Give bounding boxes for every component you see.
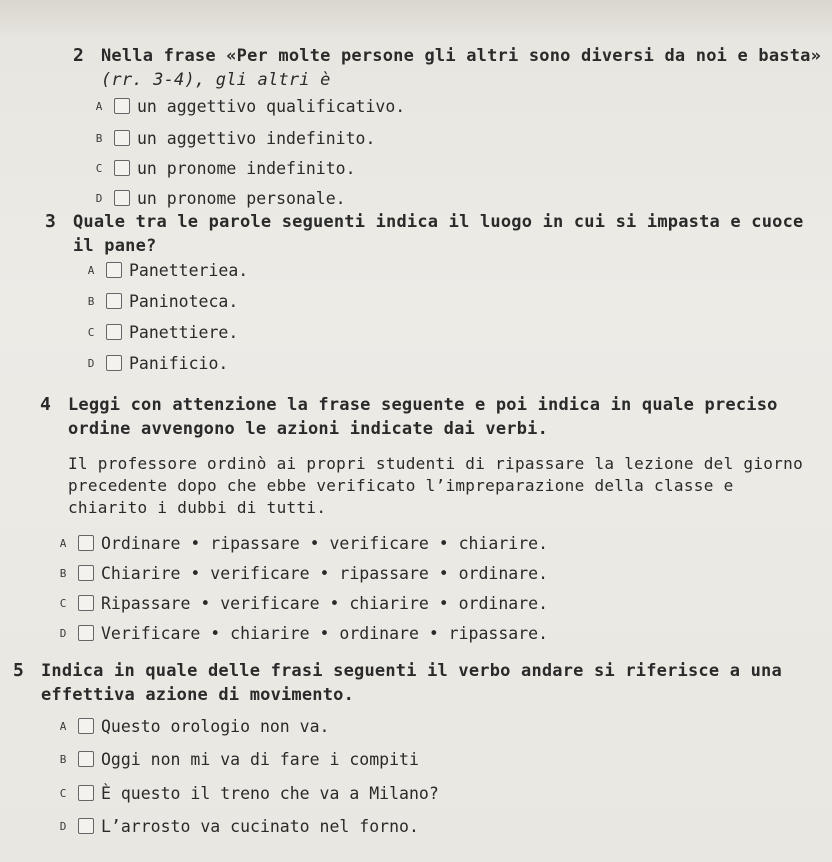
checkbox[interactable] [78, 718, 94, 734]
question-3-prompt [45, 210, 804, 258]
option-4b[interactable] [56, 561, 548, 585]
option-3d[interactable] [84, 351, 228, 375]
checkbox[interactable] [106, 293, 122, 309]
checkbox[interactable] [78, 785, 94, 801]
checkbox[interactable] [106, 324, 122, 340]
checkbox[interactable] [114, 98, 130, 114]
option-letter: A [59, 719, 67, 733]
option-letter: C [87, 325, 95, 339]
option-letter: A [87, 263, 95, 277]
option-2c[interactable] [92, 156, 356, 180]
option-label: Paninoteca. [129, 291, 239, 311]
question-number: 2 [73, 45, 85, 66]
option-label: un pronome indefinito. [137, 158, 356, 178]
option-label: Ordinare • ripassare • verificare • chiarire. [101, 533, 549, 553]
checkbox[interactable] [78, 595, 94, 611]
option-letter: C [59, 596, 67, 610]
option-letter: B [59, 752, 67, 766]
checkbox[interactable] [78, 565, 94, 581]
option-3b[interactable] [84, 289, 238, 313]
question-number: 3 [45, 211, 57, 232]
question-number: 4 [40, 394, 52, 415]
option-letter: C [59, 786, 67, 800]
passage-line: chiarito i dubbi di tutti. [68, 498, 327, 517]
option-5a[interactable] [56, 714, 329, 738]
option-label: Ripassare • verificare • chiarire • ordinare. [101, 593, 549, 613]
question-prompt-line: Leggi con attenzione la frase seguente e poi indica in quale preciso [68, 395, 778, 415]
question-number: 5 [13, 660, 25, 681]
option-letter: B [87, 294, 95, 308]
question-prompt-line: il pane? [73, 236, 157, 256]
option-label: È questo il treno che va a Milano? [101, 783, 439, 803]
option-label: Panettiere. [129, 322, 239, 342]
option-5b[interactable] [56, 747, 419, 771]
option-letter: D [59, 626, 67, 640]
checkbox[interactable] [78, 751, 94, 767]
checkbox[interactable] [106, 355, 122, 371]
option-letter: D [59, 819, 67, 833]
option-label: L’arrosto va cucinato nel forno. [101, 816, 419, 836]
option-2a[interactable] [92, 94, 405, 118]
question-prompt-line: ordine avvengono le azioni indicate dai verbi. [68, 419, 549, 439]
option-label: Oggi non mi va di fare i compiti [101, 749, 419, 769]
question-4-prompt [40, 393, 778, 441]
checkbox[interactable] [78, 535, 94, 551]
option-letter: D [87, 356, 95, 370]
option-label: Questo orologio non va. [101, 716, 330, 736]
checkbox[interactable] [114, 130, 130, 146]
checkbox[interactable] [114, 160, 130, 176]
question-4-passage [68, 453, 803, 519]
option-label: Verificare • chiarire • ordinare • ripassare. [101, 623, 549, 643]
option-letter: B [95, 131, 103, 145]
checkbox[interactable] [78, 818, 94, 834]
option-label: un pronome personale. [137, 188, 346, 208]
question-2-prompt [73, 44, 822, 92]
option-letter: C [95, 161, 103, 175]
checkbox[interactable] [114, 190, 130, 206]
option-label: un aggettivo indefinito. [137, 128, 376, 148]
option-4d[interactable] [56, 621, 548, 645]
option-2d[interactable] [92, 186, 346, 210]
option-label: un aggettivo qualificativo. [137, 96, 406, 116]
option-letter: A [95, 99, 103, 113]
option-4a[interactable] [56, 531, 548, 555]
question-prompt-line: Nella frase «Per molte persone gli altri sono diversi da noi e basta» [101, 46, 822, 66]
passage-line: precedente dopo che ebbe verificato l’impreparazione della classe e [68, 476, 734, 495]
option-5c[interactable] [56, 781, 439, 805]
option-letter: A [59, 536, 67, 550]
question-prompt-line: Quale tra le parole seguenti indica il luogo in cui si impasta e cuoce [73, 212, 804, 232]
option-letter: B [59, 566, 67, 580]
option-label: Panetteriea. [129, 260, 249, 280]
question-5-prompt [13, 659, 782, 707]
option-3c[interactable] [84, 320, 238, 344]
option-5d[interactable] [56, 814, 419, 838]
passage-line: Il professore ordinò ai propri studenti di ripassare la lezione del giorno [68, 454, 804, 473]
option-3a[interactable] [84, 258, 248, 282]
option-label: Panificio. [129, 353, 229, 373]
checkbox[interactable] [106, 262, 122, 278]
question-prompt-line: (rr. 3-4), gli altri è [101, 70, 331, 90]
option-2b[interactable] [92, 126, 375, 150]
checkbox[interactable] [78, 625, 94, 641]
option-letter: D [95, 191, 103, 205]
question-prompt-line: Indica in quale delle frasi seguenti il verbo andare si riferisce a una [41, 661, 782, 681]
option-4c[interactable] [56, 591, 548, 615]
option-label: Chiarire • verificare • ripassare • ordinare. [101, 563, 549, 583]
question-prompt-line: effettiva azione di movimento. [41, 685, 355, 705]
